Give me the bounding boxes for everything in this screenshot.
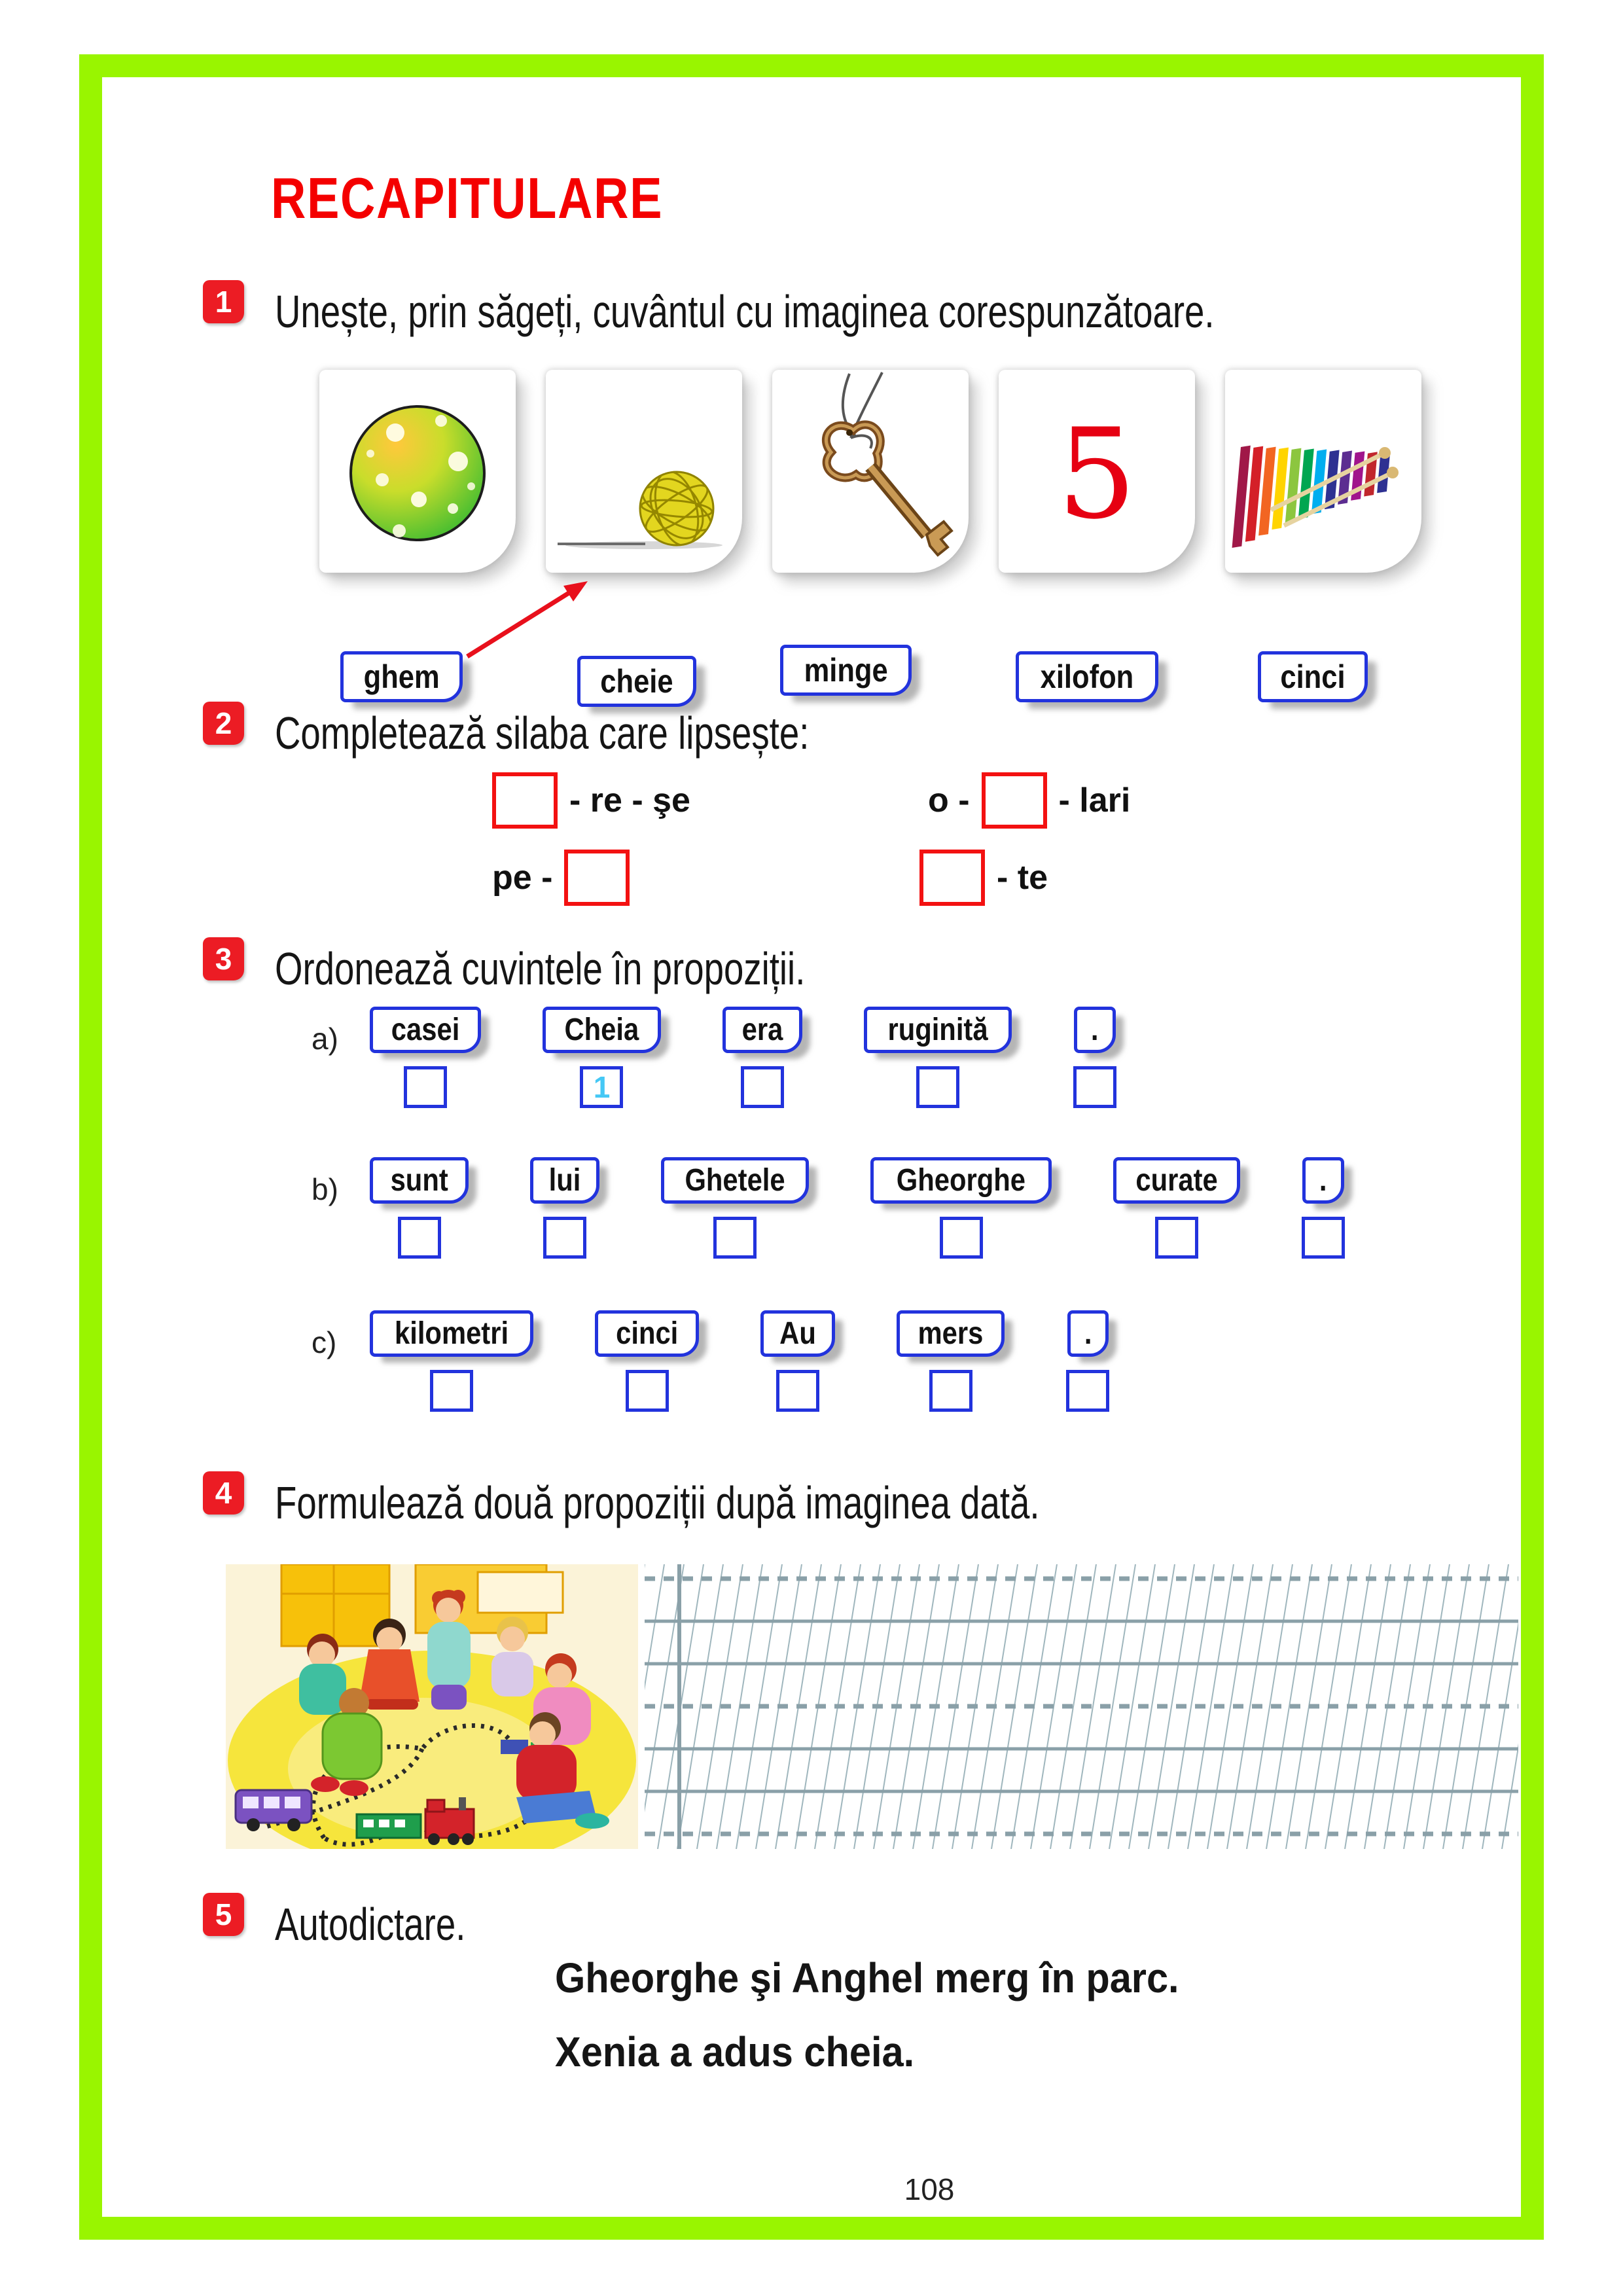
word-text: curate [1135,1163,1218,1198]
order-answer-box[interactable] [404,1066,447,1108]
dictation-line-2: Xenia a adus cheia. [555,2028,915,2075]
syllable-item-4 [919,850,1048,906]
word-card[interactable] [760,1310,835,1357]
exercise5-instruction: Autodictare. [275,1899,466,1950]
word-card[interactable] [543,1007,661,1053]
exercise1-instruction: Unește, prin săgeți, cuvântul cu imaginea corespunzătoare. [275,286,1215,337]
label-text: xilofon [1040,658,1134,695]
exercise3-instruction: Ordonează cuvintele în propoziții. [275,943,806,994]
missing-syllable-box[interactable] [492,772,558,829]
row-c-label: c) [312,1325,337,1359]
word-card[interactable] [897,1310,1005,1357]
row-b-label: b) [312,1172,338,1206]
word-text: Cheia [564,1013,639,1047]
word-unit [543,1007,661,1108]
word-unit [897,1310,1005,1412]
word-label-cinci [1258,651,1368,702]
exercise5-number: 5 [215,1897,232,1931]
word-card[interactable] [1074,1007,1115,1053]
word-card[interactable] [722,1007,802,1053]
word-text: Au [779,1316,817,1351]
word-unit [370,1310,533,1412]
number-five-icon [999,370,1195,573]
exercise2-instruction: Completează silaba care lipsește: [275,708,810,759]
order-answer-box[interactable] [940,1217,983,1259]
page-number: 108 [904,2172,955,2206]
word-text: era [741,1013,783,1047]
exercise4-number: 4 [215,1476,232,1510]
word-text: lui [548,1163,581,1198]
word-label-minge [780,645,912,696]
order-answer-box[interactable] [1066,1370,1109,1412]
order-answer-box[interactable] [1302,1217,1345,1259]
word-unit [760,1310,835,1412]
label-text: minge [804,652,888,689]
word-unit [864,1007,1012,1108]
order-answer-box[interactable] [1155,1217,1198,1259]
word-text: . [1084,1316,1092,1351]
word-card[interactable] [661,1157,809,1204]
exercise2-number-badge [203,702,244,745]
key-icon [772,370,969,573]
word-card[interactable] [370,1157,469,1204]
word-text: cinci [616,1316,679,1351]
exercise4-instruction: Formulează două propoziții după imaginea dată. [275,1477,1040,1528]
order-answer-box[interactable] [776,1370,819,1412]
syllable-item-2 [928,772,1130,829]
exercise5-number-badge [203,1893,244,1936]
order-answer-box[interactable] [430,1370,473,1412]
word-text: . [1319,1163,1327,1198]
ball-icon [319,370,516,573]
word-card[interactable] [370,1310,533,1357]
word-unit [370,1157,469,1259]
order-answer-box[interactable] [916,1066,959,1108]
image-card-yarn [546,370,742,573]
word-text: mers [918,1316,984,1351]
word-unit [1113,1157,1240,1259]
syllable-text: pe - [492,859,553,897]
number-five-glyph: 5 [1057,402,1137,547]
word-unit [722,1007,802,1108]
handwriting-lines [645,1564,1518,1849]
label-text: cinci [1280,658,1346,695]
order-answer-box[interactable] [1073,1066,1116,1108]
order-answer-box[interactable] [626,1370,669,1412]
child-figure [491,1617,533,1696]
children-playing-illustration [226,1564,638,1849]
exercise3-number: 3 [215,942,232,976]
image-card-five [999,370,1195,573]
word-card[interactable] [864,1007,1012,1053]
word-text: Gheorghe [897,1163,1026,1198]
image-card-key [772,370,969,573]
row-a-label: a) [312,1022,338,1056]
word-card[interactable] [370,1007,481,1053]
word-unit [595,1310,699,1412]
word-row-a [370,1007,1116,1108]
word-card[interactable] [1302,1157,1344,1204]
label-text: cheie [600,663,673,700]
word-text: casei [391,1013,460,1047]
word-card[interactable] [1113,1157,1240,1204]
order-answer-box[interactable] [543,1217,586,1259]
yarn-ball-icon [546,370,742,573]
word-row-c [370,1310,1109,1412]
word-unit [1302,1157,1345,1259]
word-label-ghem [340,651,463,702]
word-card[interactable] [530,1157,599,1204]
word-unit [661,1157,809,1259]
word-unit [370,1007,481,1108]
dictation-line-1: Gheorghe şi Anghel merg în parc. [555,1954,1179,2001]
word-card[interactable] [870,1157,1052,1204]
label-text: ghem [363,658,440,695]
order-answer-box[interactable] [398,1217,441,1259]
word-unit [870,1157,1052,1259]
connection-arrow [457,560,607,664]
syllable-text: - te [997,859,1048,897]
order-answer-box[interactable] [929,1370,972,1412]
missing-syllable-box[interactable] [919,850,985,906]
exercise4-number-badge [203,1471,244,1515]
word-card[interactable] [595,1310,699,1357]
order-answer-box[interactable] [741,1066,784,1108]
order-answer-box[interactable]: 1 [580,1066,623,1108]
word-row-b [370,1157,1345,1259]
xylophone-icon [1225,370,1421,573]
word-label-xilofon [1016,651,1158,702]
order-answer-box[interactable] [713,1217,757,1259]
exercise1-number: 1 [215,285,232,319]
exercise3-number-badge [203,937,244,980]
word-text: sunt [390,1163,448,1198]
word-unit [530,1157,599,1259]
missing-syllable-box[interactable] [982,772,1047,829]
word-text: . [1091,1013,1099,1047]
word-unit [1073,1007,1116,1108]
exercise2-number: 2 [215,706,232,740]
word-text: ruginită [887,1013,988,1047]
syllable-text: - lari [1058,781,1131,819]
page-title: RECAPITULARE [271,166,664,230]
syllable-text: o - [928,781,970,819]
image-card-ball [319,370,516,573]
missing-syllable-box[interactable] [564,850,630,906]
word-card[interactable] [1067,1310,1109,1357]
word-unit [1066,1310,1109,1412]
image-card-xylophone [1225,370,1421,573]
word-text: Ghetele [685,1163,785,1198]
syllable-text: - re - şe [569,781,690,819]
exercise1-number-badge [203,280,244,323]
syllable-item-1 [492,772,690,829]
word-text: kilometri [395,1316,509,1351]
syllable-item-3 [492,850,630,906]
